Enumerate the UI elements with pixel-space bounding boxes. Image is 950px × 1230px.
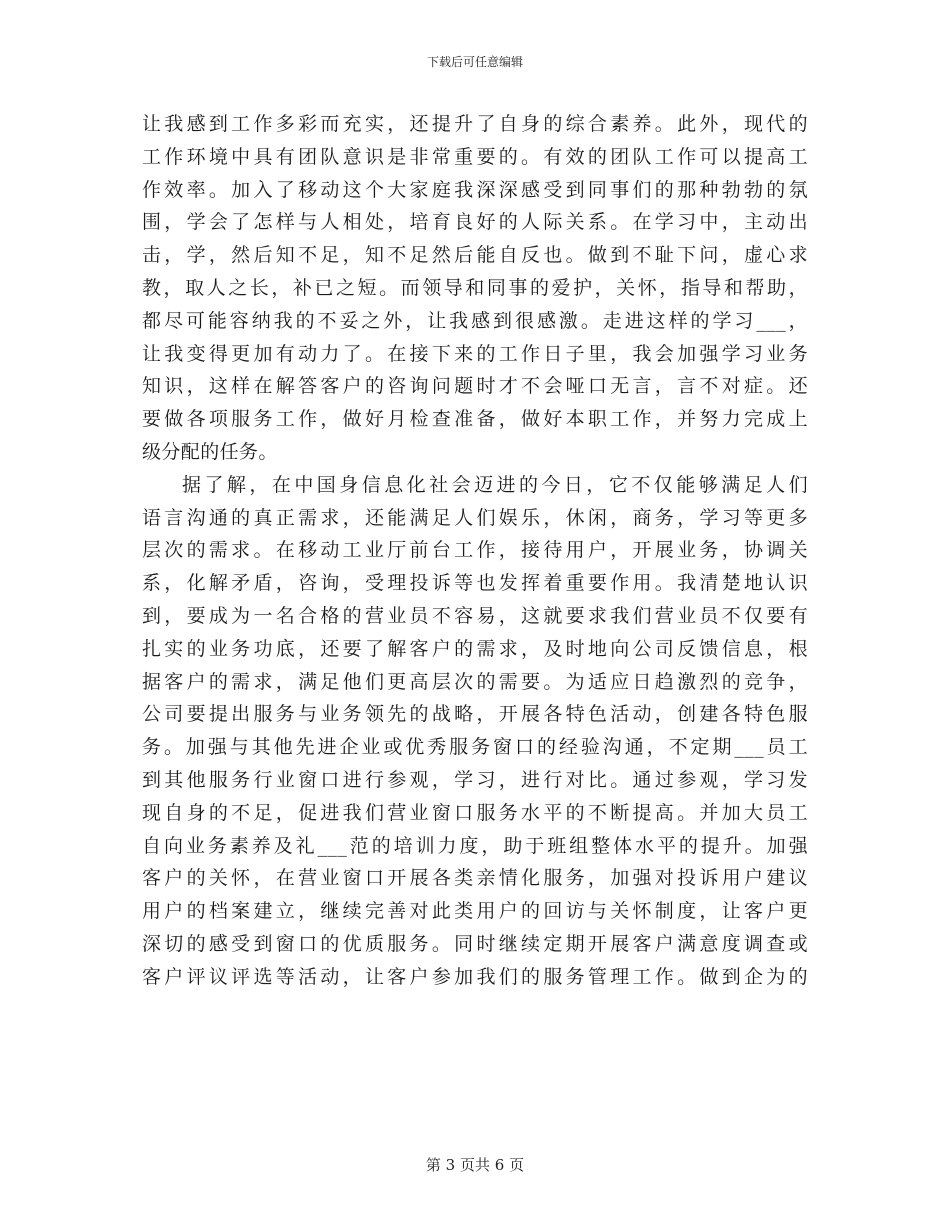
- text-line: 围，学会了怎样与人相处，培育良好的人际关系。在学习中，主动出: [142, 211, 808, 234]
- text-line: 客户的关怀，在营业窗口开展各类亲情化服务，加强对投诉用户建议: [142, 867, 808, 890]
- text-line: 用户的档案建立，继续完善对此类用户的回访与关怀制度，让客户更: [142, 900, 808, 923]
- text-line: 语言沟通的真正需求，还能满足人们娱乐，休闲，商务，学习等更多: [142, 506, 808, 529]
- text-line: 作效率。加入了移动这个大家庭我深深感受到同事们的那种勃勃的氛: [142, 178, 808, 201]
- text-line: 到，要成为一名合格的营业员不容易，这就要求我们营业员不仅要有: [142, 604, 808, 627]
- page-number: 第 3 页共 6 页: [425, 1156, 525, 1174]
- text-line: 自向业务素养及礼___范的培训力度，助于班组整体水平的提升。加强: [142, 834, 808, 857]
- text-line: 让我变得更加有动力了。在接下来的工作日子里，我会加强学习业务: [142, 342, 808, 365]
- text-line: 都尽可能容纳我的不妥之外，让我感到很感激。走进这样的学习___，: [142, 309, 808, 332]
- text-line: 教，取人之长，补已之短。而领导和同事的爱护，关怀，指导和帮助，: [142, 276, 808, 299]
- text-line: 层次的需求。在移动工业厅前台工作，接待用户，开展业务，协调关: [142, 539, 808, 562]
- text-line: 系，化解矛盾，咨询，受理投诉等也发挥着重要作用。我清楚地认识: [142, 572, 808, 595]
- text-line: 现自身的不足，促进我们营业窗口服务水平的不断提高。并加大员工: [142, 801, 808, 824]
- body-text: [142, 108, 808, 994]
- page-header-note: 下载后可任意编辑: [426, 55, 523, 69]
- text-line: 务。加强与其他先进企业或优秀服务窗口的经验沟通，不定期___员工: [142, 736, 808, 759]
- paragraph-start-line: 据了解，在中国身信息化社会迈进的今日，它不仅能够满足人们: [182, 473, 808, 496]
- text-line: 到其他服务行业窗口进行参观，学习，进行对比。通过参观，学习发: [142, 768, 808, 791]
- paragraph-end-line: 级分配的任务。: [142, 440, 278, 463]
- text-line: 工作环境中具有团队意识是非常重要的。有效的团队工作可以提高工: [142, 145, 808, 168]
- text-line: 深切的感受到窗口的优质服务。同时继续定期开展客户满意度调查或: [142, 932, 808, 955]
- text-line: 让我感到工作多彩而充实，还提升了自身的综合素养。此外，现代的: [142, 113, 808, 135]
- text-line: 扎实的业务功底，还要了解客户的需求，及时地向公司反馈信息，根: [142, 637, 808, 660]
- text-line: 客户评议评选等活动，让客户参加我们的服务管理工作。做到企为的: [142, 965, 808, 988]
- text-line: 公司要提出服务与业务领先的战略，开展各特色活动，创建各特色服: [142, 703, 808, 726]
- text-line: 知识，这样在解答客户的咨询问题时才不会哑口无言，言不对症。还: [142, 375, 808, 398]
- text-line: 击，学，然后知不足，知不足然后能自反也。做到不耻下问，虚心求: [142, 244, 808, 267]
- text-line: 要做各项服务工作，做好月检查准备，做好本职工作，并努力完成上: [142, 408, 808, 431]
- text-line: 据客户的需求，满足他们更高层次的需要。为适应日趋激烈的竞争，: [142, 670, 808, 693]
